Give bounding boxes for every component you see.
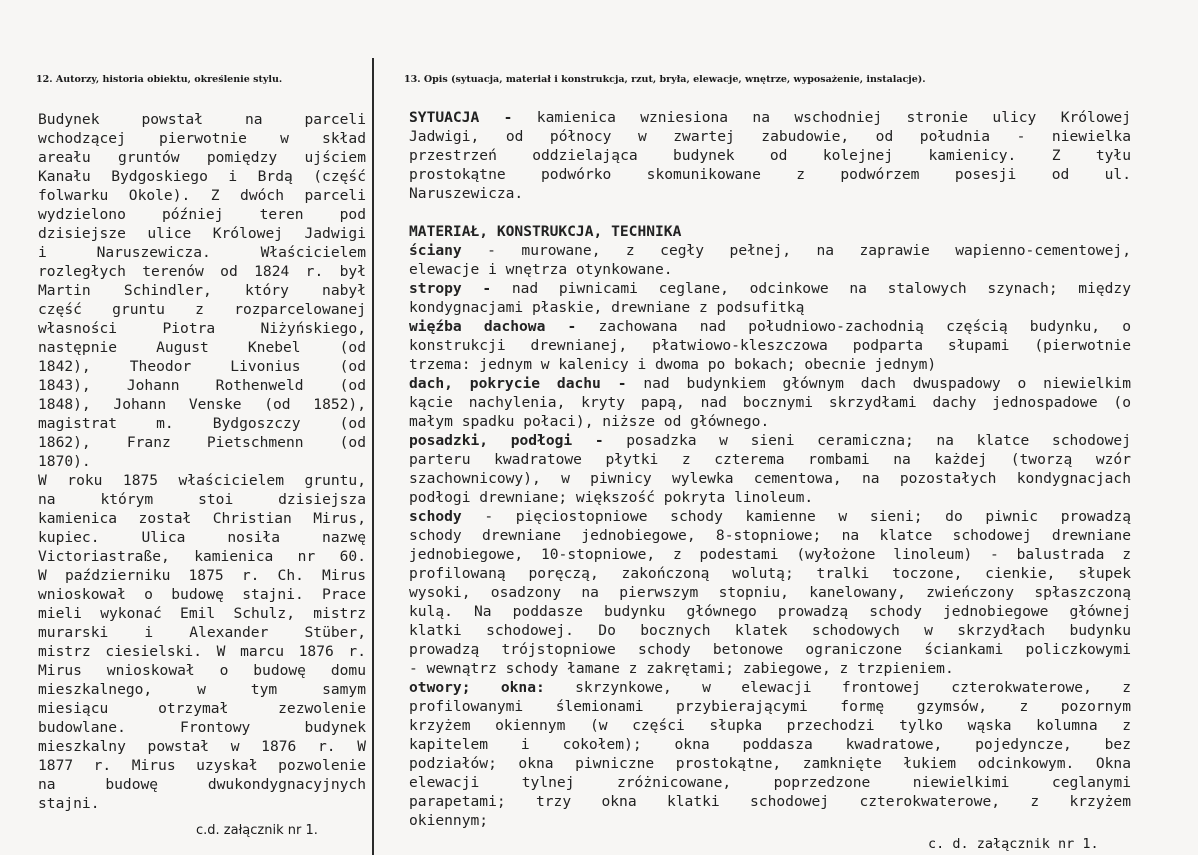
description-text-line (409, 298, 1131, 317)
history-text-line: na budowę dwukondygnacyjnych (38, 776, 366, 793)
line-text: prowadzą trójstopniowe schody betonowe ograniczone ściankami policzkowymi (409, 641, 1131, 658)
history-text-line: wchodzącej pierwotnie w skład (38, 130, 366, 147)
history-text-line: Kanału Bydgoskiego i Brdą (część (38, 168, 366, 185)
description-text-line (409, 792, 1131, 811)
history-text-line: 1842), Theodor Livonius (od (38, 358, 366, 375)
bold-term: schody (409, 508, 462, 525)
bold-term: posadzki, podłogi - (409, 432, 604, 449)
description-text-line (409, 355, 1131, 374)
bold-term: ściany (409, 242, 462, 259)
description-text-line (409, 507, 1131, 526)
bold-term: SYTUACJA - (409, 109, 513, 126)
history-text-line: dzisiejsze ulice Królowej Jadwigi (38, 225, 366, 242)
history-text-line: własności Piotra Niżyńskiego, (38, 320, 366, 337)
history-text-line: wydzielono później teren pod (38, 206, 366, 223)
history-text-line: budowlane. Frontowy budynek (38, 719, 366, 736)
description-text-line (409, 184, 1131, 203)
history-text-line: na którym stoi dzisiejsza (38, 491, 366, 508)
description-text-line (409, 165, 1131, 184)
description-text-line (409, 488, 1131, 507)
description-text-line (409, 317, 1131, 336)
description-text-line (409, 526, 1131, 545)
history-text-line: Budynek powstał na parceli (38, 111, 366, 128)
history-text-line: mieszkalny powstał w 1876 r. W (38, 738, 366, 755)
line-text: - murowane, z cegły pełnej, na zaprawie wapienno-cementowej, (461, 242, 1131, 259)
history-text-line: murarski i Alexander Stüber, (38, 624, 366, 641)
history-text-line: 1862), Franz Pietschmenn (od (38, 434, 366, 451)
history-text-line: folwarku Okole). Z dwóch parceli (38, 187, 366, 204)
description-text-line (409, 279, 1131, 298)
line-text: elewacje i wnętrza otynkowane. (409, 261, 673, 278)
history-text-line: stajni. (38, 795, 100, 812)
description-text-line (409, 545, 1131, 564)
description-text-line (409, 146, 1131, 165)
line-text: zachowana nad południowo-zachodnią częścią budynku, o (576, 318, 1131, 335)
history-text-line: 1870). (38, 453, 91, 470)
line-text: profilowanymi ślemionami przybierającymi formę gzymsów, z pozornym (409, 698, 1131, 715)
line-text: małym spadku połaci), niższe od głównego. (409, 413, 770, 430)
line-text: krzyżem okiennym (w części słupka przechodzi tylko wąska kolumna z (409, 717, 1131, 734)
line-text: przestrzeń oddzielająca budynek od kolejnej kamienicy. Z tyłu (409, 147, 1131, 164)
description-text-line (409, 716, 1131, 735)
description-text-line (409, 450, 1131, 469)
line-text: schody drewniane jednobiegowe, 8-stopniowe; na klatce schodowej drewniane (409, 527, 1131, 544)
description-text-line (409, 108, 1131, 127)
line-text: - pięciostopniowe schody kamienne w sieni; do piwnic prowadzą (461, 508, 1131, 525)
line-text: - wewnątrz schody łamane z zakrętami; zabiegowe, z trzpieniem. (409, 660, 954, 677)
bold-term: MATERIAŁ, KONSTRUKCJA, TECHNIKA (409, 223, 682, 240)
line-text: kapitelem i cokołem); okna poddasza kwadratowe, pojedyncze, bez (409, 736, 1131, 753)
description-text-column (409, 108, 1131, 830)
continuation-note-left: c.d. załącznik nr 1. (196, 823, 318, 838)
line-text: posadzka w sieni ceramiczna; na klatce schodowej (603, 432, 1132, 449)
description-text-line (409, 735, 1131, 754)
line-text: nad piwnicami ceglane, odcinkowe na stalowych szynach; między (491, 280, 1131, 297)
line-text: profilowaną poręczą, zakończoną wolutą; tralki toczone, cienkie, słupek (409, 565, 1131, 582)
description-text-line (409, 621, 1131, 640)
line-text: Jadwigi, od północy w zwartej zabudowie, od południa - niewielka (409, 128, 1131, 145)
line-text: skrzynkowe, w elewacji frontowej czterokwaterowe, z (544, 679, 1131, 696)
bold-term: otwory; okna: (409, 679, 545, 696)
description-text-line (409, 260, 1131, 279)
line-text: kącie nachylenia, kryty papą, nad bocznymi skrzydłami dachy jednospadowe (o (409, 394, 1131, 411)
history-text-line: 1843), Johann Rothenweld (od (38, 377, 366, 394)
description-text-line (409, 697, 1131, 716)
section-12-header: 12. Autorzy, historia obiektu, określenie stylu. (36, 74, 283, 85)
continuation-note-right: c. d. załącznik nr 1. (928, 836, 1099, 852)
history-text-line: Martin Schindler, który nabył (38, 282, 366, 299)
line-text: klatki schodowej. Do bocznych klatek schodowych w skrzydłach budynku (409, 622, 1131, 639)
description-text-line (409, 602, 1131, 621)
description-text-line (409, 431, 1131, 450)
description-text-line (409, 127, 1131, 146)
description-text-line (409, 678, 1131, 697)
line-text: kulą. Na poddasze budynku głównego prowadzą schody jednobiegowe głównej (409, 603, 1131, 620)
history-text-line: 1877 r. Mirus uzyskał pozwolenie (38, 757, 366, 774)
description-text-line (409, 336, 1131, 355)
bold-term: stropy - (409, 280, 492, 297)
line-text: trzema: jednym w kalenicy i dwoma po bokach; obecnie jednym) (409, 356, 937, 373)
description-text-line (409, 412, 1131, 431)
history-text-line: i Naruszewicza. Właścicielem (38, 244, 366, 261)
history-text-line: magistrat m. Bydgoszczy (od (38, 415, 366, 432)
history-text-line: Victoriastraße, kamienica nr 60. (38, 548, 366, 565)
description-text-line (409, 222, 1131, 241)
description-text-line (409, 374, 1131, 393)
history-text-line: areału gruntów pomiędzy ujściem (38, 149, 366, 166)
history-text-line: rozległych terenów od 1824 r. był (38, 263, 366, 280)
description-text-line (409, 241, 1131, 260)
description-text-line (409, 564, 1131, 583)
column-divider (372, 58, 374, 855)
line-text: parteru kwadratowe płytki z czterema rombami na każdej (tworzą wzór (409, 451, 1131, 468)
line-text: elewacji tylnej zróżnicowane, poprzedzone niewielkimi ceglanymi (409, 774, 1131, 791)
history-text-line: 1848), Johann Venske (od 1852), (38, 396, 366, 413)
history-text-line: część gruntu z rozparcelowanej (38, 301, 366, 318)
history-text-line: mieszkalnego, w tym samym (38, 681, 366, 698)
description-text-line (409, 583, 1131, 602)
line-text: jednobiegowe, 10-stopniowe, z podestami (wyłożone linoleum) - balustrada z (409, 546, 1131, 563)
history-text-line: następnie August Knebel (od (38, 339, 366, 356)
history-text-line: mieli wykonać Emil Schulz, mistrz (38, 605, 366, 622)
description-text-line (409, 773, 1131, 792)
line-text: podziałów; okna piwniczne prostokątne, zamknięte łukiem odcinkowym. Okna (409, 755, 1131, 772)
line-text: konstrukcji drewnianej, płatwiowo-kleszczowa podparta słupami (pierwotnie (409, 337, 1131, 354)
section-13-header: 13. Opis (sytuacja, materiał i konstrukcja, rzut, bryła, elewacje, wnętrze, wyposażenie, instalacje). (404, 74, 926, 85)
line-text: kondygnacjami płaskie, drewniane z podsufitką (409, 299, 805, 316)
line-text: parapetami; trzy okna klatki schodowej czterokwaterowe, z krzyżem (409, 793, 1131, 810)
line-text: wysoki, osadzony na pierwszym stopniu, kanelowany, zwieńczony spłaszczoną (409, 584, 1131, 601)
history-text-line: kamienica został Christian Mirus, (38, 510, 366, 527)
history-text-column (38, 110, 366, 813)
history-text-line: mistrz ciesielski. W marcu 1876 r. (38, 643, 366, 660)
line-text: okiennym; (409, 812, 489, 829)
history-text-line: W październiku 1875 r. Ch. Mirus (38, 567, 366, 584)
line-text: nad budynkiem głównym dach dwuspadowy o niewielkim (626, 375, 1131, 392)
history-text-line: miesiącu otrzymał zezwolenie (38, 700, 366, 717)
line-text: prostokątne podwórko skomunikowane z podwórzem posesji od ul. (409, 166, 1131, 183)
bold-term: więźba dachowa - (409, 318, 577, 335)
history-text-line: W roku 1875 właścicielem gruntu, (38, 472, 366, 489)
bold-term: dach, pokrycie dachu - (409, 375, 627, 392)
description-text-line (409, 659, 1131, 678)
history-text-line: wnioskował o budowę stajni. Prace (38, 586, 366, 603)
description-text-line (409, 811, 1131, 830)
description-text-line (409, 754, 1131, 773)
line-text: szachownicowy), w piwnicy wylewka cementowa, na pozostałych kondygnacjach (409, 470, 1131, 487)
description-text-line (409, 469, 1131, 488)
history-text-line: kupiec. Ulica nosiła nazwę (38, 529, 366, 546)
description-text-line (409, 640, 1131, 659)
line-text: kamienica wzniesiona na wschodniej stronie ulicy Królowej (512, 109, 1131, 126)
description-text-line (409, 203, 1131, 222)
line-text: podłogi drewniane; większość pokryta linoleum. (409, 489, 814, 506)
description-text-line (409, 393, 1131, 412)
history-text-line: Mirus wnioskował o budowę domu (38, 662, 366, 679)
line-text: Naruszewicza. (409, 185, 524, 202)
